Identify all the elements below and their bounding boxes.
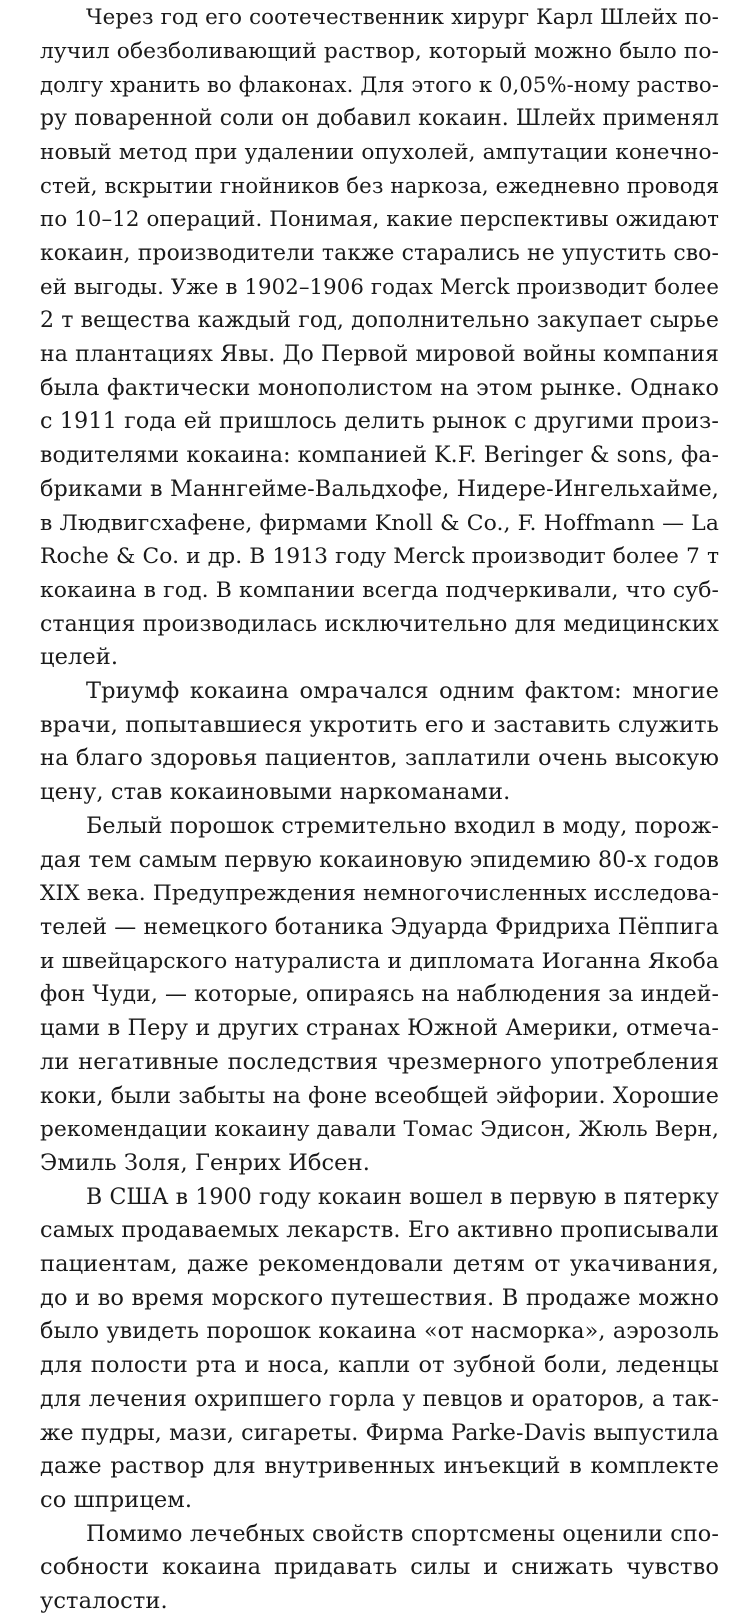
text-line: Триумф кокаина омрачался одним фактом: многие <box>86 678 719 705</box>
text-line: Помимо лечебных свойств спортсмены оценили спо- <box>86 1520 719 1547</box>
paragraph-athletes <box>40 1518 719 1619</box>
text-line: пациентам, даже рекомендовали детям от укачивания, <box>40 1251 719 1278</box>
paragraph-triumph <box>40 675 719 810</box>
text-line: самых продаваемых лекарств. Его активно прописывали <box>40 1217 719 1244</box>
book-page <box>0 1 745 1615</box>
text-line: с 1911 года ей пришлось делить рынок с другими произ- <box>40 408 719 435</box>
text-line: бриками в Маннгейме-Вальдхофе, Нидере-Ингельхайме, <box>40 475 719 502</box>
text-line: дая тем самым первую кокаиновую эпидемию 80-х годов <box>40 846 719 873</box>
text-line: для полости рта и носа, капли от зубной боли, леденцы <box>40 1352 719 1379</box>
text-line: цену, став кокаиновыми наркоманами. <box>40 779 511 806</box>
text-line: до и во время морского путешествия. В продаже можно <box>40 1284 719 1311</box>
text-line: собности кокаина придавать силы и снижать чувство <box>40 1554 719 1581</box>
text-line: стей, вскрытии гнойников без наркоза, ежедневно проводя <box>40 173 720 199</box>
text-line: же пудры, мази, сигареты. Фирма Parke-Davis выпустила <box>40 1419 719 1446</box>
text-line: кокаина в год. В компании всегда подчеркивали, что суб- <box>40 577 719 603</box>
text-line: было увидеть порошок кокаина «от насморка», аэрозоль <box>40 1318 719 1345</box>
text-line: телей — немецкого ботаника Эдуарда Фридриха Пёппига <box>40 914 719 940</box>
text-line: со шприцем. <box>40 1486 193 1513</box>
text-line: Roche & Co. и др. В 1913 году Merck производит более 7 т <box>40 544 720 570</box>
text-line: на плантациях Явы. До Первой мировой войны компания <box>40 342 719 368</box>
text-line: водителями кокаина: компанией K.F. Beringer & sons, фа- <box>40 443 719 469</box>
text-line: 2 т вещества каждый год, дополнительно закупает сырье <box>40 308 719 334</box>
text-line: долгу хранить во флаконах. Для этого к 0,05%-ному раство- <box>40 72 719 98</box>
text-line: станция производилась исключительно для медицинских <box>40 611 719 637</box>
text-line: Белый порошок стремительно входил в моду, порож- <box>86 812 719 839</box>
text-line: цами в Перу и других странах Южной Америки, отмеча- <box>40 1015 719 1042</box>
text-line: лучил обезболивающий раствор, который можно было по- <box>40 38 719 64</box>
text-line: ру поваренной соли он добавил кокаин. Шлейх применял <box>40 106 719 132</box>
text-line: усталости. <box>40 1588 168 1615</box>
text-line: В США в 1900 году кокаин вошел в первую в пятерку <box>86 1184 719 1210</box>
text-line: рекомендации кокаину давали Томас Эдисон, Жюль Верн, <box>40 1117 719 1143</box>
text-line: в Людвигсхафене, фирмами Knoll & Co., F. Hoffmann — La <box>40 510 719 536</box>
paragraph-schleich <box>40 1 719 675</box>
text-line: даже раствор для внутривенных инъекций в комплекте <box>40 1453 719 1480</box>
paragraph-epidemic <box>40 810 719 1181</box>
text-line: ли негативные последствия чрезмерного употребления <box>40 1048 719 1075</box>
text-line: коки, были забыты на фоне всеобщей эйфории. Хорошие <box>40 1082 719 1109</box>
text-line: врачи, попытавшиеся укротить его и заставить служить <box>40 711 719 738</box>
text-line: фон Чуди, — которые, опираясь на наблюдения за индей- <box>40 982 719 1008</box>
text-line: XIX века. Предупреждения немногочисленных исследова- <box>40 881 719 907</box>
text-line: новый метод при удалении опухолей, ампутации конечно- <box>40 139 719 165</box>
text-line: Эмиль Золя, Генрих Ибсен. <box>40 1149 370 1176</box>
text-line: была фактически монополистом на этом рынке. Однако <box>40 374 719 401</box>
text-line: Через год его соотечественник хирург Карл Шлейх по- <box>86 5 719 30</box>
text-line: и швейцарского натуралиста и дипломата Иоганна Якоба <box>40 948 719 974</box>
text-line: по 10–12 операций. Понимая, какие перспективы ожидают <box>40 207 720 233</box>
text-line: целей. <box>40 644 119 671</box>
text-line: ей выгоды. Уже в 1902–1906 годах Merck производит более <box>40 274 719 300</box>
text-line: для лечения охрипшего горла у певцов и ораторов, а так- <box>40 1386 719 1412</box>
paragraph-usa <box>40 1181 719 1518</box>
text-line: на благо здоровья пациентов, заплатили очень высокую <box>40 745 719 772</box>
text-line: кокаин, производители также старались не упустить сво- <box>40 240 719 266</box>
